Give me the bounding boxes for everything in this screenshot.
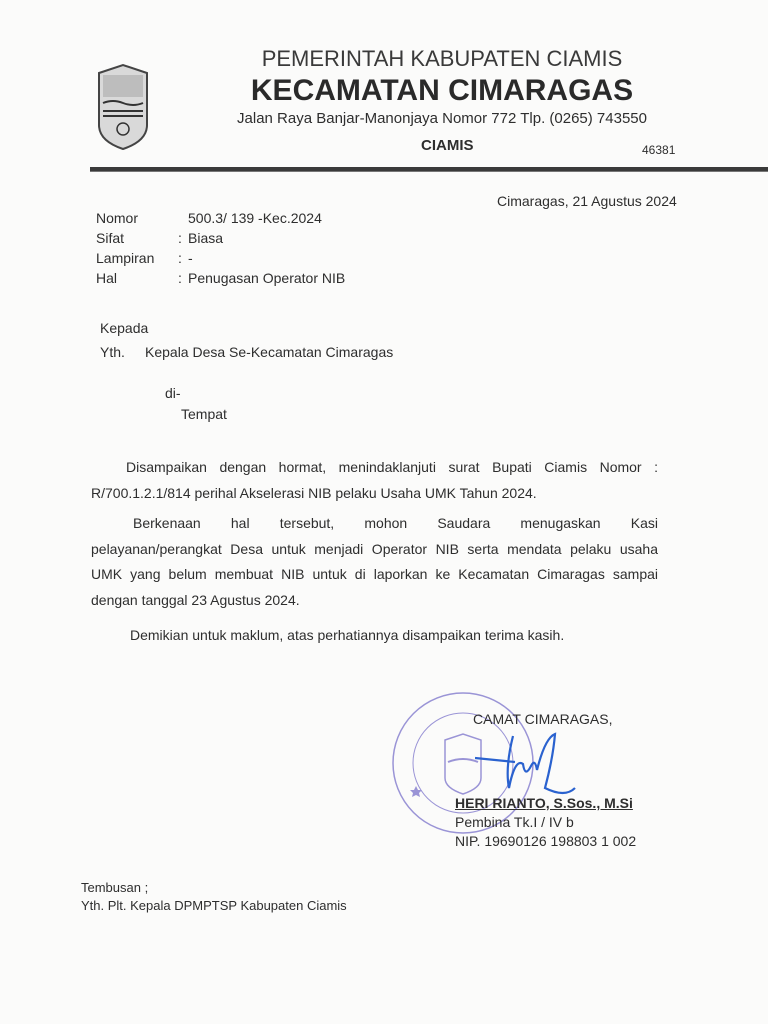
letterhead-divider — [90, 167, 768, 172]
body-line: Berkenaan hal tersebut, mohon Saudara menugaskan Kasi — [133, 515, 658, 531]
meta-label: Lampiran — [96, 250, 155, 266]
cc-label: Tembusan ; — [81, 880, 149, 895]
body-paragraph-1 — [91, 455, 658, 506]
meta-label: Sifat — [96, 230, 125, 246]
signatory-nip: NIP. 19690126 198803 1 002 — [455, 833, 637, 849]
cc-line: Yth. Plt. Kepala DPMPTSP Kabupaten Ciamis — [81, 898, 347, 913]
signatory-rank: Pembina Tk.I / IV b — [455, 814, 574, 830]
meta-value: Biasa — [188, 230, 224, 246]
signature-mark — [475, 728, 595, 798]
letterhead-city: CIAMIS — [421, 137, 474, 154]
recipient-kepada: Kepada — [100, 320, 149, 336]
recipient-name: Kepala Desa Se-Kecamatan Cimaragas — [145, 344, 394, 360]
meta-label: Hal — [96, 270, 118, 286]
office-address: Jalan Raya Banjar-Manonjaya Nomor 772 Tlp. (0265) 743550 — [237, 110, 647, 127]
office-name: KECAMATAN CIMARAGAS — [250, 74, 634, 107]
recipient-di: di- — [165, 385, 181, 401]
body-closing: Demikian untuk maklum, atas perhatiannya disampaikan terima kasih. — [130, 627, 565, 643]
meta-value: Penugasan Operator NIB — [188, 270, 346, 286]
signatory-name: HERI RIANTO, S.Sos., M.Si — [455, 795, 633, 811]
meta-colon: : — [178, 270, 182, 286]
body-line: Disampaikan dengan hormat, menindaklanjuti surat Bupati Ciamis Nomor : — [126, 459, 658, 475]
body-line: R/700.1.2.1/814 perihal Akselerasi NIB pelaku Usaha UMK Tahun 2024. — [91, 484, 537, 501]
meta-value: 500.3/ 139 -Kec.2024 — [188, 210, 322, 226]
body-line: pelayanan/perangkat Desa untuk menjadi Operator NIB serta mendata pelaku usaha — [91, 540, 658, 557]
body-line: dengan tanggal 23 Agustus 2024. — [91, 591, 300, 608]
meta-label: Nomor — [96, 210, 139, 226]
government-name: PEMERINTAH KABUPATEN CIAMIS — [261, 46, 623, 71]
meta-colon: : — [178, 230, 182, 246]
recipient-yth: Yth. — [100, 344, 125, 360]
body-paragraph-2 — [91, 511, 658, 613]
postal-code: 46381 — [642, 143, 676, 157]
meta-colon: : — [178, 250, 182, 266]
body-line: UMK yang belum membuat NIB untuk di laporkan ke Kecamatan Cimaragas sampai — [91, 566, 658, 582]
recipient-tempat: Tempat — [181, 406, 227, 422]
letter-date: Cimaragas, 21 Agustus 2024 — [497, 193, 677, 209]
ciamis-regency-logo — [95, 63, 151, 151]
meta-value: - — [188, 250, 193, 266]
signatory-title: CAMAT CIMARAGAS, — [473, 711, 613, 727]
